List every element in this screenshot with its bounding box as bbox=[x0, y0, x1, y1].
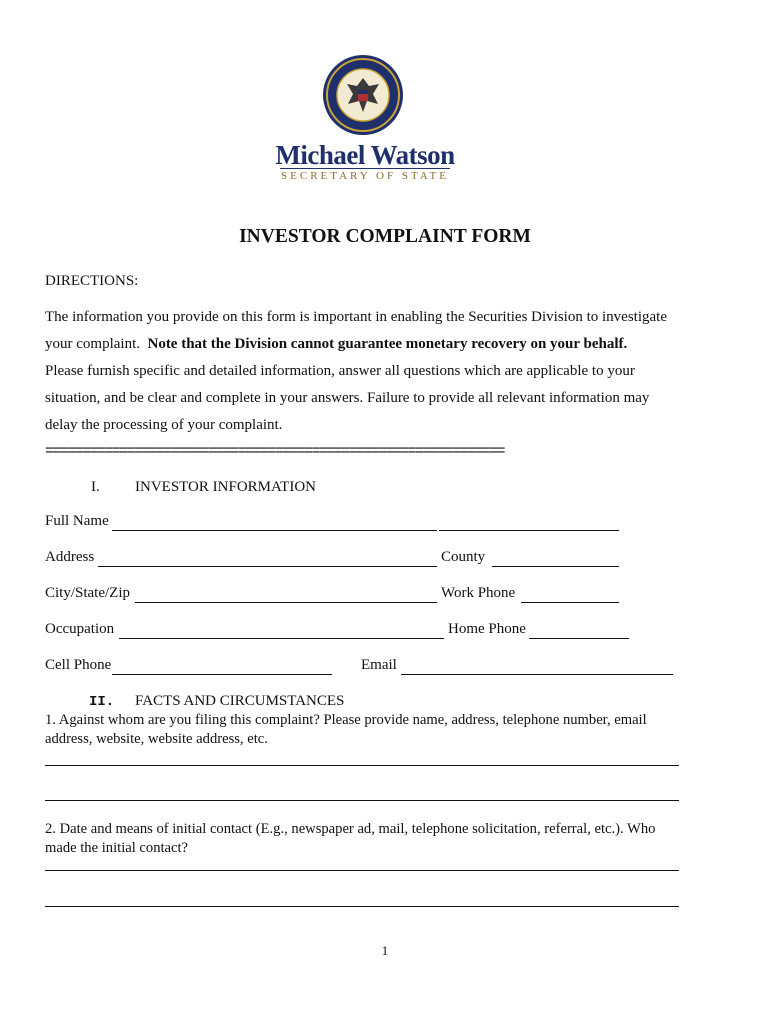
city-state-zip-field[interactable] bbox=[135, 602, 437, 603]
county-field[interactable] bbox=[492, 566, 619, 567]
directions-line-2 bbox=[45, 336, 627, 353]
city-state-zip-label: City/State/Zip bbox=[45, 585, 130, 601]
question1-line2: address, website, website address, etc. bbox=[45, 731, 268, 747]
address-label: Address bbox=[45, 549, 95, 565]
question1-answer-line2[interactable] bbox=[45, 800, 679, 801]
question2-answer-line2[interactable] bbox=[45, 906, 679, 907]
full-name-field[interactable] bbox=[112, 530, 437, 531]
cell-phone-field[interactable] bbox=[112, 674, 332, 675]
directions-heading: DIRECTIONS: bbox=[45, 273, 139, 289]
home-phone-field[interactable] bbox=[529, 638, 629, 639]
full-name-label: Full Name bbox=[45, 513, 109, 529]
form-title: INVESTOR COMPLAINT FORM bbox=[239, 226, 531, 247]
full-name-field-extra[interactable] bbox=[439, 530, 619, 531]
section2-title: FACTS AND CIRCUMSTANCES bbox=[135, 693, 345, 709]
occupation-label: Occupation bbox=[45, 621, 115, 637]
address-field[interactable] bbox=[98, 566, 437, 567]
question2-line2: made the initial contact? bbox=[45, 840, 189, 856]
directions-line-3: Please furnish specific and detailed information, answer all questions which are applicable to your bbox=[45, 363, 635, 379]
state-seal-logo bbox=[322, 54, 404, 136]
occupation-field[interactable] bbox=[119, 638, 444, 639]
question2-answer-line1[interactable] bbox=[45, 870, 679, 871]
header-rule bbox=[280, 168, 450, 169]
question1-answer-line1[interactable] bbox=[45, 765, 679, 766]
section1-title: INVESTOR INFORMATION bbox=[135, 479, 316, 495]
email-field[interactable] bbox=[401, 674, 673, 675]
email-label: Email bbox=[361, 657, 397, 673]
directions-line-5: delay the processing of your complaint. bbox=[45, 417, 283, 433]
home-phone-label: Home Phone bbox=[448, 621, 526, 637]
separator-line: ============================================================== bbox=[45, 443, 504, 460]
directions-notice: Note that the Division cannot guarantee monetary recovery on your behalf. bbox=[147, 336, 628, 352]
question1-line1: 1. Against whom are you filing this complaint? Please provide name, address, telephone number, email bbox=[45, 712, 647, 728]
county-label: County bbox=[441, 549, 486, 565]
directions-line-1: The information you provide on this form is important in enabling the Securities Division to investigate bbox=[45, 309, 667, 325]
section1-number: I. bbox=[91, 479, 100, 495]
directions-text: your complaint. bbox=[45, 336, 140, 352]
section2-number: II. bbox=[89, 694, 115, 710]
official-name: Michael Watson bbox=[275, 140, 455, 170]
work-phone-field[interactable] bbox=[521, 602, 619, 603]
directions-line-4: situation, and be clear and complete in your answers. Failure to provide all relevant information may bbox=[45, 390, 650, 406]
page-number: 1 bbox=[381, 943, 389, 958]
work-phone-label: Work Phone bbox=[441, 585, 516, 601]
office-title: SECRETARY OF STATE bbox=[281, 170, 449, 182]
cell-phone-label: Cell Phone bbox=[45, 657, 112, 673]
question2-line1: 2. Date and means of initial contact (E.g., newspaper ad, mail, telephone solicitation, referral, etc.). Who bbox=[45, 821, 656, 837]
